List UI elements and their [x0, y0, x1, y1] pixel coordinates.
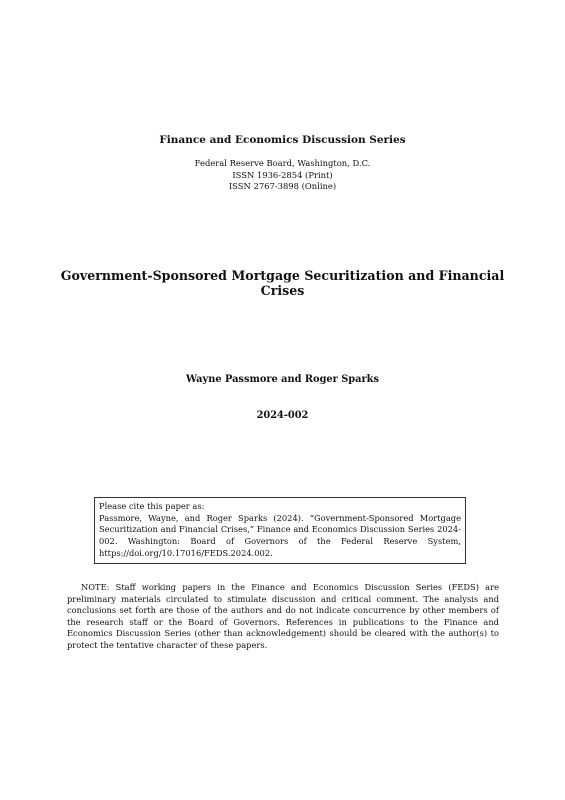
issn-print: ISSN 1936-2854 (Print) [232, 169, 333, 180]
publisher-info [0, 158, 565, 193]
issn-online: ISSN 2767-3898 (Online) [228, 181, 337, 192]
paper-title [60, 268, 505, 298]
paper-title-line-2: Crises [260, 283, 305, 298]
paper-title-line-1: Government-Sponsored Mortgage Securitization and Financial [60, 268, 505, 283]
citation-heading: Please cite this paper as: [99, 501, 205, 511]
publisher-line: Federal Reserve Board, Washington, D.C. [194, 158, 371, 168]
citation-text: Passmore, Wayne, and Roger Sparks (2024). “Government-Sponsored Mortgage Securitization and Financial Crises,” Finance and Economics Discussion Series 2024-002. Washington: Board of Governors of the Federal Reserve System, https://doi.org/10.17016/FEDS.2024.002. [99, 512, 461, 558]
series-title: Finance and Economics Discussion Series [159, 134, 406, 146]
citation-box [94, 497, 466, 564]
paper-authors: Wayne Passmore and Roger Sparks [186, 374, 379, 385]
paper-number: 2024-002 [256, 410, 309, 421]
disclaimer-note: NOTE: Staff working papers in the Finance and Economics Discussion Series (FEDS) are preliminary materials circulated to stimulate discussion and critical comment. The analysis and conclusions set forth are those of the authors and do not indicate concurrence by other members of the research staff or the Board of Governors. References in publications to the Finance and Economics Discussion Series (other than acknowledgement) should be cleared with the author(s) to protect the tentative character of these papers. [67, 582, 499, 650]
